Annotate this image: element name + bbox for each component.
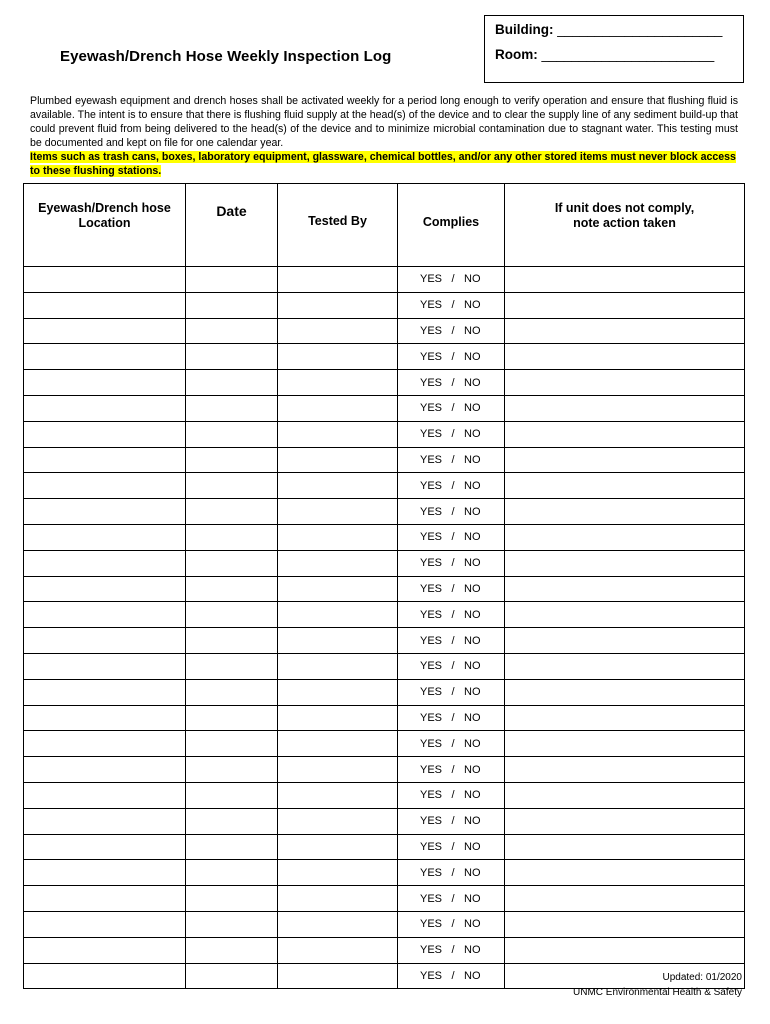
- tested-by-cell[interactable]: [278, 267, 398, 293]
- location-cell[interactable]: [24, 834, 186, 860]
- action-cell[interactable]: [505, 602, 745, 628]
- building-field[interactable]: [495, 22, 722, 37]
- no-option[interactable]: NO: [464, 944, 481, 957]
- location-cell[interactable]: [24, 860, 186, 886]
- yes-no-separator: /: [451, 918, 455, 931]
- action-cell[interactable]: [505, 267, 745, 293]
- action-cell[interactable]: [505, 782, 745, 808]
- no-option[interactable]: NO: [464, 350, 481, 363]
- no-option[interactable]: NO: [464, 634, 481, 647]
- footer-updated: Updated: 01/2020: [662, 972, 742, 983]
- table-row: [24, 370, 745, 396]
- tested-by-cell[interactable]: [278, 782, 398, 808]
- date-cell[interactable]: [186, 499, 278, 525]
- tested-by-cell[interactable]: [278, 731, 398, 757]
- table-row: [24, 499, 745, 525]
- date-cell[interactable]: [186, 421, 278, 447]
- header-complies: Complies: [398, 184, 505, 267]
- date-cell[interactable]: [186, 731, 278, 757]
- no-option[interactable]: NO: [464, 660, 481, 673]
- action-cell[interactable]: [505, 808, 745, 834]
- tested-by-cell[interactable]: [278, 679, 398, 705]
- no-option[interactable]: NO: [464, 686, 481, 699]
- location-cell[interactable]: [24, 576, 186, 602]
- complies-cell[interactable]: [398, 705, 505, 731]
- tested-by-cell[interactable]: [278, 576, 398, 602]
- date-cell[interactable]: [186, 602, 278, 628]
- date-cell[interactable]: [186, 628, 278, 654]
- yes-option[interactable]: YES: [419, 531, 442, 544]
- table-header-row: [24, 184, 745, 267]
- tested-by-cell[interactable]: [278, 808, 398, 834]
- no-option[interactable]: NO: [464, 763, 481, 776]
- table-row: [24, 473, 745, 499]
- table-row: [24, 653, 745, 679]
- location-cell[interactable]: [24, 344, 186, 370]
- footer-org: UNMC Environmental Health & Safety: [573, 987, 742, 998]
- action-cell[interactable]: [505, 395, 745, 421]
- yes-option[interactable]: YES: [419, 634, 442, 647]
- table-row: [24, 550, 745, 576]
- yes-option[interactable]: YES: [419, 944, 442, 957]
- header-tested-by: Tested By: [278, 184, 398, 267]
- location-cell[interactable]: [24, 370, 186, 396]
- no-option[interactable]: NO: [464, 479, 481, 492]
- yes-no-separator: /: [451, 582, 455, 595]
- table-row: [24, 576, 745, 602]
- complies-cell[interactable]: [398, 318, 505, 344]
- no-option[interactable]: NO: [464, 299, 481, 312]
- complies-cell[interactable]: [398, 808, 505, 834]
- date-cell[interactable]: [186, 344, 278, 370]
- table-row: [24, 344, 745, 370]
- action-cell[interactable]: [505, 576, 745, 602]
- tested-by-cell[interactable]: [278, 395, 398, 421]
- header-action-line2: note action taken: [573, 216, 676, 230]
- action-cell[interactable]: [505, 292, 745, 318]
- tested-by-cell[interactable]: [278, 421, 398, 447]
- no-option[interactable]: NO: [464, 273, 481, 286]
- complies-cell[interactable]: [398, 576, 505, 602]
- table-row: [24, 292, 745, 318]
- header-location-line2: Location: [78, 216, 131, 230]
- location-cell[interactable]: [24, 499, 186, 525]
- tested-by-cell[interactable]: [278, 653, 398, 679]
- action-cell[interactable]: [505, 447, 745, 473]
- table-row: [24, 318, 745, 344]
- tested-by-cell[interactable]: [278, 292, 398, 318]
- date-cell[interactable]: [186, 267, 278, 293]
- date-cell[interactable]: [186, 782, 278, 808]
- tested-by-cell[interactable]: [278, 963, 398, 989]
- tested-by-cell[interactable]: [278, 524, 398, 550]
- table-row: [24, 628, 745, 654]
- date-cell[interactable]: [186, 550, 278, 576]
- date-cell[interactable]: [186, 886, 278, 912]
- complies-cell[interactable]: [398, 886, 505, 912]
- tested-by-cell[interactable]: [278, 318, 398, 344]
- no-option[interactable]: NO: [464, 866, 481, 879]
- location-cell[interactable]: [24, 628, 186, 654]
- table-row: [24, 421, 745, 447]
- tested-by-cell[interactable]: [278, 344, 398, 370]
- date-cell[interactable]: [186, 963, 278, 989]
- header-location-line1: Eyewash/Drench hose: [38, 201, 171, 215]
- yes-no-separator: /: [451, 557, 455, 570]
- date-cell[interactable]: [186, 318, 278, 344]
- table-row: [24, 808, 745, 834]
- tested-by-cell[interactable]: [278, 473, 398, 499]
- yes-option[interactable]: YES: [419, 711, 442, 724]
- yes-option[interactable]: YES: [419, 453, 442, 466]
- header-action-line1: If unit does not comply,: [554, 201, 695, 215]
- location-cell[interactable]: [24, 937, 186, 963]
- yes-no-separator: /: [451, 840, 455, 853]
- yes-option[interactable]: YES: [419, 892, 442, 905]
- table-row: [24, 267, 745, 293]
- yes-option[interactable]: YES: [419, 815, 442, 828]
- date-cell[interactable]: [186, 576, 278, 602]
- yes-no-separator: /: [451, 299, 455, 312]
- yes-no-separator: /: [451, 763, 455, 776]
- table-row: [24, 447, 745, 473]
- no-option[interactable]: NO: [464, 582, 481, 595]
- action-cell[interactable]: [505, 550, 745, 576]
- no-option[interactable]: NO: [464, 815, 481, 828]
- room-blank[interactable]: _______________________: [541, 47, 715, 62]
- table-row: [24, 886, 745, 912]
- no-option[interactable]: NO: [464, 531, 481, 544]
- tested-by-cell[interactable]: [278, 602, 398, 628]
- page-title: Eyewash/Drench Hose Weekly Inspection Log: [60, 48, 392, 65]
- tested-by-cell[interactable]: [278, 447, 398, 473]
- date-cell[interactable]: [186, 473, 278, 499]
- tested-by-cell[interactable]: [278, 886, 398, 912]
- yes-no-separator: /: [451, 324, 455, 337]
- complies-cell[interactable]: [398, 963, 505, 989]
- location-cell[interactable]: [24, 292, 186, 318]
- tested-by-cell[interactable]: [278, 370, 398, 396]
- yes-no-separator: /: [451, 737, 455, 750]
- action-cell[interactable]: [505, 860, 745, 886]
- complies-cell[interactable]: [398, 911, 505, 937]
- complies-cell[interactable]: [398, 447, 505, 473]
- action-cell[interactable]: [505, 344, 745, 370]
- complies-cell[interactable]: [398, 679, 505, 705]
- complies-cell[interactable]: [398, 421, 505, 447]
- complies-cell[interactable]: [398, 757, 505, 783]
- action-cell[interactable]: [505, 911, 745, 937]
- table-row: [24, 524, 745, 550]
- complies-cell[interactable]: [398, 731, 505, 757]
- yes-no-separator: /: [451, 969, 455, 982]
- action-cell[interactable]: [505, 370, 745, 396]
- action-cell[interactable]: [505, 524, 745, 550]
- yes-option[interactable]: YES: [419, 918, 442, 931]
- location-cell[interactable]: [24, 705, 186, 731]
- no-option[interactable]: NO: [464, 711, 481, 724]
- yes-no-separator: /: [451, 711, 455, 724]
- yes-option[interactable]: YES: [419, 840, 442, 853]
- yes-no-separator: /: [451, 892, 455, 905]
- no-option[interactable]: NO: [464, 737, 481, 750]
- yes-no-separator: /: [451, 660, 455, 673]
- location-cell[interactable]: [24, 473, 186, 499]
- yes-no-separator: /: [451, 273, 455, 286]
- complies-cell[interactable]: [398, 860, 505, 886]
- action-cell[interactable]: [505, 679, 745, 705]
- tested-by-cell[interactable]: [278, 757, 398, 783]
- header-action-taken: [505, 184, 745, 267]
- table-row: [24, 834, 745, 860]
- no-option[interactable]: NO: [464, 428, 481, 441]
- date-cell[interactable]: [186, 447, 278, 473]
- complies-cell[interactable]: [398, 499, 505, 525]
- yes-no-separator: /: [451, 453, 455, 466]
- yes-no-separator: /: [451, 479, 455, 492]
- location-cell[interactable]: [24, 421, 186, 447]
- location-cell[interactable]: [24, 395, 186, 421]
- table-row: [24, 731, 745, 757]
- table-row: [24, 782, 745, 808]
- warning-text: Items such as trash cans, boxes, laboratory equipment, glassware, chemical bottles, and/or any other stored items must never block access to these flushing stations.: [30, 151, 736, 177]
- date-cell[interactable]: [186, 679, 278, 705]
- tested-by-cell[interactable]: [278, 834, 398, 860]
- yes-option[interactable]: YES: [419, 582, 442, 595]
- yes-option[interactable]: YES: [419, 479, 442, 492]
- location-box: [484, 15, 744, 83]
- yes-option[interactable]: YES: [419, 376, 442, 389]
- table-row: [24, 937, 745, 963]
- yes-no-separator: /: [451, 428, 455, 441]
- tested-by-cell[interactable]: [278, 628, 398, 654]
- action-cell[interactable]: [505, 628, 745, 654]
- yes-no-separator: /: [451, 350, 455, 363]
- no-option[interactable]: NO: [464, 376, 481, 389]
- date-cell[interactable]: [186, 705, 278, 731]
- building-label: Building:: [495, 22, 554, 37]
- yes-no-separator: /: [451, 815, 455, 828]
- instructions-paragraph: Plumbed eyewash equipment and drench hoses shall be activated weekly for a period long enough to verify operation and ensure that flushing fluid is available. The intent is to ensure that there is flushing fluid supply at the head(s) of the device and to clear the supply line of any sediment build-up that could prevent fluid from being delivered to the head(s) of the device and to minimize microbial contamination due to stagnant water. This testing must be documented and kept on file for one calendar year.: [30, 95, 738, 149]
- no-option[interactable]: NO: [464, 557, 481, 570]
- tested-by-cell[interactable]: [278, 550, 398, 576]
- yes-option[interactable]: YES: [419, 789, 442, 802]
- action-cell[interactable]: [505, 705, 745, 731]
- yes-option[interactable]: YES: [419, 660, 442, 673]
- location-cell[interactable]: [24, 963, 186, 989]
- location-cell[interactable]: [24, 679, 186, 705]
- location-cell[interactable]: [24, 602, 186, 628]
- yes-option[interactable]: YES: [419, 686, 442, 699]
- room-label: Room:: [495, 47, 538, 62]
- no-option[interactable]: NO: [464, 453, 481, 466]
- no-option[interactable]: NO: [464, 892, 481, 905]
- room-field[interactable]: [495, 47, 714, 62]
- table-row: [24, 860, 745, 886]
- yes-option[interactable]: YES: [419, 866, 442, 879]
- date-cell[interactable]: [186, 860, 278, 886]
- warning-notice: [30, 150, 738, 178]
- date-cell[interactable]: [186, 292, 278, 318]
- complies-cell[interactable]: [398, 395, 505, 421]
- date-cell[interactable]: [186, 808, 278, 834]
- tested-by-cell[interactable]: [278, 911, 398, 937]
- yes-no-separator: /: [451, 402, 455, 415]
- no-option[interactable]: NO: [464, 324, 481, 337]
- complies-cell[interactable]: [398, 782, 505, 808]
- no-option[interactable]: NO: [464, 789, 481, 802]
- yes-option[interactable]: YES: [419, 763, 442, 776]
- yes-option[interactable]: YES: [419, 557, 442, 570]
- building-blank[interactable]: ______________________: [557, 22, 723, 37]
- action-cell[interactable]: [505, 473, 745, 499]
- no-option[interactable]: NO: [464, 608, 481, 621]
- complies-cell[interactable]: [398, 524, 505, 550]
- complies-cell[interactable]: [398, 370, 505, 396]
- header-date: Date: [186, 184, 278, 267]
- action-cell[interactable]: [505, 731, 745, 757]
- action-cell[interactable]: [505, 834, 745, 860]
- yes-option[interactable]: YES: [419, 273, 442, 286]
- location-cell[interactable]: [24, 524, 186, 550]
- location-cell[interactable]: [24, 653, 186, 679]
- location-cell[interactable]: [24, 911, 186, 937]
- tested-by-cell[interactable]: [278, 705, 398, 731]
- complies-cell[interactable]: [398, 473, 505, 499]
- location-cell[interactable]: [24, 782, 186, 808]
- tested-by-cell[interactable]: [278, 860, 398, 886]
- no-option[interactable]: NO: [464, 402, 481, 415]
- date-cell[interactable]: [186, 834, 278, 860]
- yes-no-separator: /: [451, 866, 455, 879]
- date-cell[interactable]: [186, 937, 278, 963]
- table-row: [24, 395, 745, 421]
- table-row: [24, 679, 745, 705]
- date-cell[interactable]: [186, 653, 278, 679]
- tested-by-cell[interactable]: [278, 499, 398, 525]
- action-cell[interactable]: [505, 653, 745, 679]
- table-row: [24, 602, 745, 628]
- complies-cell[interactable]: [398, 292, 505, 318]
- yes-option[interactable]: YES: [419, 505, 442, 518]
- location-cell[interactable]: [24, 447, 186, 473]
- action-cell[interactable]: [505, 499, 745, 525]
- date-cell[interactable]: [186, 911, 278, 937]
- action-cell[interactable]: [505, 757, 745, 783]
- header-location: [24, 184, 186, 267]
- yes-no-separator: /: [451, 608, 455, 621]
- location-cell[interactable]: [24, 808, 186, 834]
- complies-cell[interactable]: [398, 602, 505, 628]
- yes-option[interactable]: YES: [419, 428, 442, 441]
- yes-option[interactable]: YES: [419, 969, 442, 982]
- tested-by-cell[interactable]: [278, 937, 398, 963]
- complies-cell[interactable]: [398, 267, 505, 293]
- no-option[interactable]: NO: [464, 918, 481, 931]
- no-option[interactable]: NO: [464, 840, 481, 853]
- complies-cell[interactable]: [398, 344, 505, 370]
- no-option[interactable]: NO: [464, 969, 481, 982]
- table-row: [24, 757, 745, 783]
- date-cell[interactable]: [186, 395, 278, 421]
- yes-no-separator: /: [451, 944, 455, 957]
- table-body: [24, 267, 745, 989]
- table-row: [24, 911, 745, 937]
- yes-no-separator: /: [451, 531, 455, 544]
- yes-no-separator: /: [451, 505, 455, 518]
- location-cell[interactable]: [24, 731, 186, 757]
- yes-no-separator: /: [451, 634, 455, 647]
- footer: [573, 970, 742, 1000]
- location-cell[interactable]: [24, 550, 186, 576]
- complies-cell[interactable]: [398, 628, 505, 654]
- complies-cell[interactable]: [398, 550, 505, 576]
- complies-cell[interactable]: [398, 937, 505, 963]
- location-cell[interactable]: [24, 267, 186, 293]
- location-cell[interactable]: [24, 886, 186, 912]
- yes-no-separator: /: [451, 376, 455, 389]
- yes-no-separator: /: [451, 789, 455, 802]
- action-cell[interactable]: [505, 318, 745, 344]
- yes-no-separator: /: [451, 686, 455, 699]
- date-cell[interactable]: [186, 524, 278, 550]
- complies-cell[interactable]: [398, 653, 505, 679]
- action-cell[interactable]: [505, 886, 745, 912]
- inspection-table: [23, 183, 745, 989]
- yes-option[interactable]: YES: [419, 299, 442, 312]
- action-cell[interactable]: [505, 421, 745, 447]
- yes-option[interactable]: YES: [419, 324, 442, 337]
- no-option[interactable]: NO: [464, 505, 481, 518]
- location-cell[interactable]: [24, 757, 186, 783]
- location-cell[interactable]: [24, 318, 186, 344]
- yes-option[interactable]: YES: [419, 402, 442, 415]
- date-cell[interactable]: [186, 370, 278, 396]
- date-cell[interactable]: [186, 757, 278, 783]
- action-cell[interactable]: [505, 937, 745, 963]
- table-row: [24, 705, 745, 731]
- yes-option[interactable]: YES: [419, 737, 442, 750]
- yes-option[interactable]: YES: [419, 350, 442, 363]
- complies-cell[interactable]: [398, 834, 505, 860]
- yes-option[interactable]: YES: [419, 608, 442, 621]
